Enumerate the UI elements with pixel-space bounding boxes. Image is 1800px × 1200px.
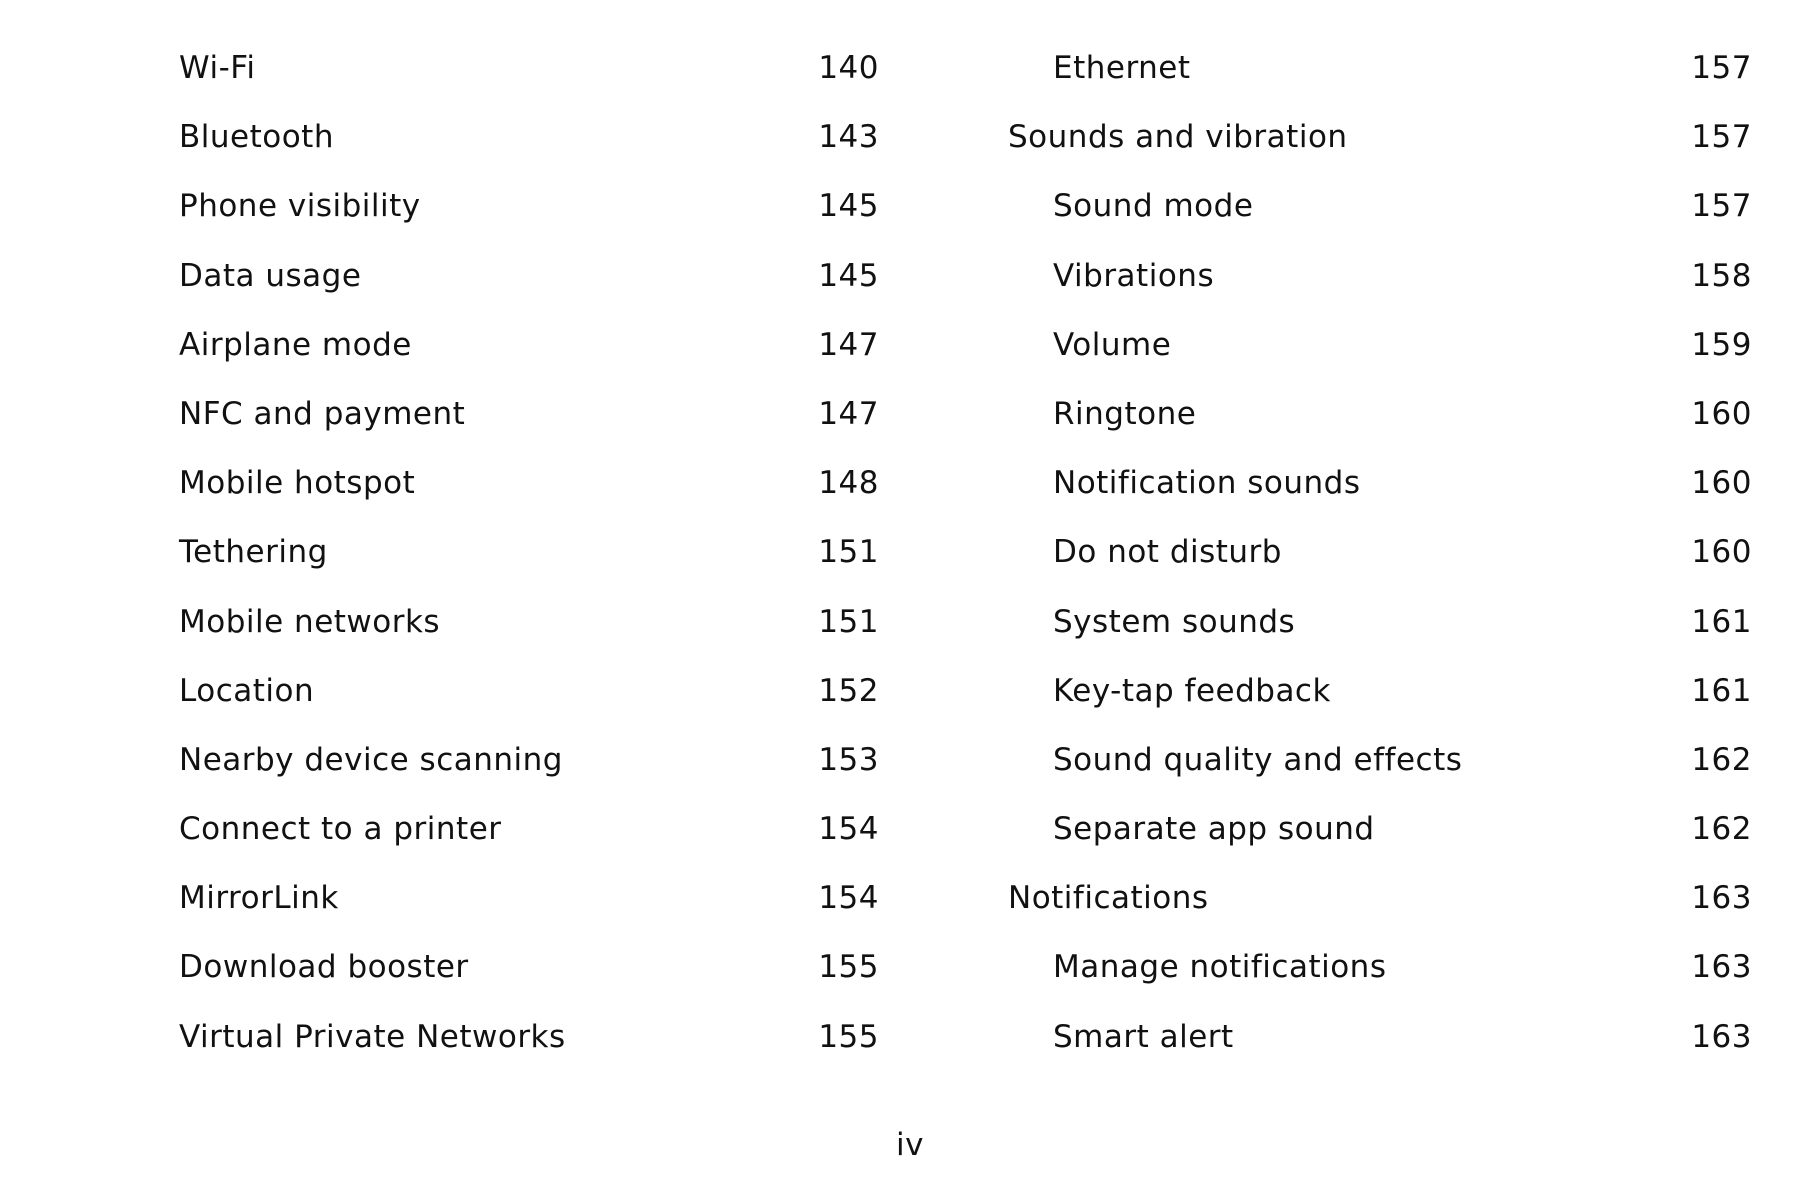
toc-entry-page: 163 — [1691, 1018, 1752, 1055]
toc-subentry-ringtone[interactable] — [1008, 396, 1752, 465]
toc-entry-page: 163 — [1691, 880, 1752, 917]
toc-entry-page: 152 — [818, 672, 879, 709]
toc-entry-label: Virtual Private Networks — [179, 1018, 566, 1055]
toc-entry-page: 147 — [818, 395, 879, 432]
toc-entry-virtual-private-networks[interactable] — [179, 1019, 879, 1088]
toc-entry-notifications[interactable] — [1008, 880, 1752, 949]
toc-entry-page: 154 — [818, 811, 879, 848]
toc-entry-location[interactable] — [179, 673, 879, 742]
toc-subentry-vibrations[interactable] — [1008, 258, 1752, 327]
toc-entry-page: 140 — [818, 50, 879, 86]
toc-entry-label: Download booster — [179, 949, 469, 986]
toc-entry-label: Smart alert — [1053, 1018, 1234, 1055]
toc-entry-page: 147 — [818, 326, 879, 363]
toc-entry-mirrorlink[interactable] — [179, 880, 879, 949]
toc-entry-label: Wi-Fi — [179, 50, 256, 86]
toc-subentry-sound-quality-and-effects[interactable] — [1008, 742, 1752, 811]
toc-entry-bluetooth[interactable] — [179, 119, 879, 188]
toc-entry-label: Volume — [1053, 326, 1172, 363]
toc-entry-page: 160 — [1691, 465, 1752, 502]
toc-entry-page: 159 — [1691, 326, 1752, 363]
toc-entry-connect-to-a-printer[interactable] — [179, 811, 879, 880]
toc-entry-label: Sound mode — [1053, 188, 1254, 225]
toc-entry-airplane-mode[interactable] — [179, 327, 879, 396]
toc-entry-label: Vibrations — [1053, 257, 1215, 294]
toc-subentry-volume[interactable] — [1008, 327, 1752, 396]
toc-entry-page: 143 — [818, 119, 879, 156]
toc-subentry-do-not-disturb[interactable] — [1008, 534, 1752, 603]
toc-entry-label: Mobile networks — [179, 603, 441, 640]
toc-entry-label: Connect to a printer — [179, 811, 502, 848]
toc-entry-label: Mobile hotspot — [179, 465, 416, 502]
toc-entry-page: 151 — [818, 534, 879, 571]
toc-entry-label: NFC and payment — [179, 395, 466, 432]
toc-entry-mobile-hotspot[interactable] — [179, 465, 879, 534]
page-number: iv — [896, 1127, 924, 1163]
toc-entry-page: 160 — [1691, 534, 1752, 571]
toc-entry-page: 158 — [1691, 257, 1752, 294]
toc-subentry-smart-alert[interactable] — [1008, 1019, 1752, 1088]
toc-entry-page: 155 — [818, 1018, 879, 1055]
toc-subentry-separate-app-sound[interactable] — [1008, 811, 1752, 880]
toc-entry-page: 157 — [1691, 188, 1752, 225]
toc-entry-page: 157 — [1691, 119, 1752, 156]
toc-entry-label: Sound quality and effects — [1053, 741, 1463, 778]
toc-entry-label: Manage notifications — [1053, 949, 1387, 986]
toc-entry-label: Notification sounds — [1053, 465, 1361, 502]
toc-entry-label: Separate app sound — [1053, 811, 1375, 848]
toc-subentry-system-sounds[interactable] — [1008, 604, 1752, 673]
toc-entry-page: 161 — [1691, 603, 1752, 640]
toc-entry-page: 145 — [818, 257, 879, 294]
toc-entry-page: 163 — [1691, 949, 1752, 986]
toc-entry-label: Notifications — [1008, 880, 1209, 917]
toc-entry-label: Nearby device scanning — [179, 741, 563, 778]
toc-entry-label: MirrorLink — [179, 880, 339, 917]
toc-subentry-ethernet[interactable] — [1008, 50, 1752, 119]
toc-entry-label: Bluetooth — [179, 119, 334, 156]
toc-entry-label: Ringtone — [1053, 395, 1197, 432]
toc-entry-phone-visibility[interactable] — [179, 188, 879, 257]
toc-entry-page: 151 — [818, 603, 879, 640]
toc-subentry-notification-sounds[interactable] — [1008, 465, 1752, 534]
toc-entry-label: Airplane mode — [179, 326, 412, 363]
toc-entry-page: 162 — [1691, 811, 1752, 848]
toc-right-column — [1008, 50, 1752, 1088]
toc-entry-label: Do not disturb — [1053, 534, 1282, 571]
toc-subentry-key-tap-feedback[interactable] — [1008, 673, 1752, 742]
toc-entry-page: 162 — [1691, 741, 1752, 778]
toc-entry-label: Sounds and vibration — [1008, 119, 1348, 156]
toc-entry-page: 145 — [818, 188, 879, 225]
toc-entry-label: Ethernet — [1053, 50, 1191, 86]
toc-entry-page: 155 — [818, 949, 879, 986]
toc-entry-download-booster[interactable] — [179, 949, 879, 1018]
toc-subentry-manage-notifications[interactable] — [1008, 949, 1752, 1018]
toc-entry-label: Tethering — [179, 534, 328, 571]
toc-entry-label: System sounds — [1053, 603, 1296, 640]
toc-entry-data-usage[interactable] — [179, 258, 879, 327]
toc-entry-label: Location — [179, 672, 315, 709]
toc-entry-sounds-and-vibration[interactable] — [1008, 119, 1752, 188]
toc-entry-wi-fi[interactable] — [179, 50, 879, 119]
toc-entry-page: 153 — [818, 741, 879, 778]
toc-entry-page: 160 — [1691, 395, 1752, 432]
toc-entry-page: 154 — [818, 880, 879, 917]
toc-entry-page: 148 — [818, 465, 879, 502]
toc-entry-page: 161 — [1691, 672, 1752, 709]
toc-entry-nfc-and-payment[interactable] — [179, 396, 879, 465]
toc-entry-label: Phone visibility — [179, 188, 421, 225]
toc-left-column — [179, 50, 879, 1088]
toc-entry-nearby-device-scanning[interactable] — [179, 742, 879, 811]
toc-entry-label: Key-tap feedback — [1053, 672, 1331, 709]
toc-entry-page: 157 — [1691, 50, 1752, 86]
toc-entry-mobile-networks[interactable] — [179, 604, 879, 673]
toc-subentry-sound-mode[interactable] — [1008, 188, 1752, 257]
toc-entry-label: Data usage — [179, 257, 362, 294]
toc-entry-tethering[interactable] — [179, 534, 879, 603]
